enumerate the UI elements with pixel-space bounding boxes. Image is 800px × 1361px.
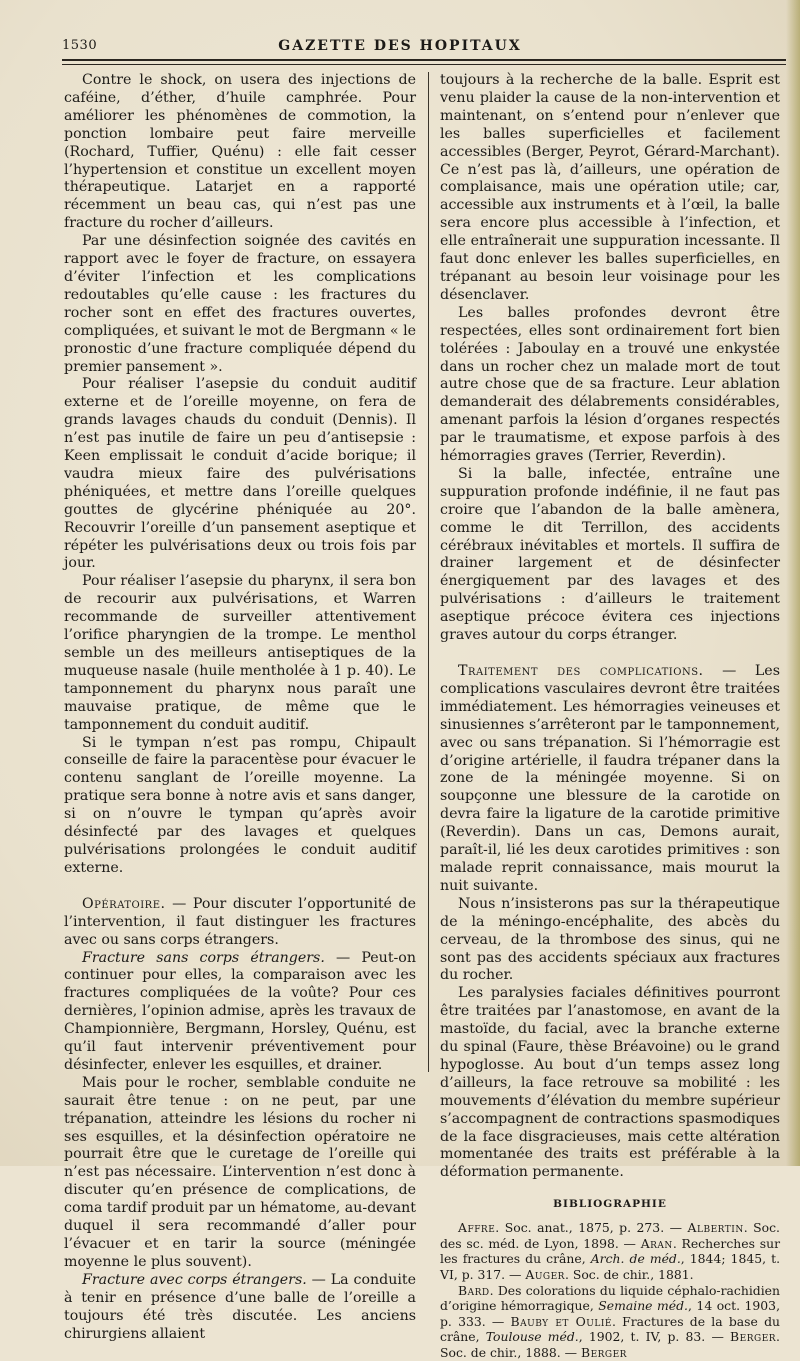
paragraph-text: — Peut-on continuer pour elles, la comparaison avec les fractures compliquées de la voûte? Pour ces dernières, l’opinion admise, après les travaux de Championnière, Bergmann, Horsley, Quénu, est qu’il faut intervenir préventivement pour désinfecter, enlever les esquilles, et drainer. — [64, 949, 416, 1073]
citation-text: . Soc. anat., 1875, p. 273. — — [495, 1220, 688, 1236]
journal-name: Toulouse méd. — [485, 1329, 579, 1345]
author-name: Albertin — [687, 1220, 744, 1236]
subsection-paragraph — [64, 1272, 416, 1344]
paragraph: toujours à la recherche de la balle. Esprit est venu plaider la cause de la non-intervention et maintenant, on s’entend pour n’enlever que les balles superficielles et facilement accessibles (Berger, Peyrot, Gérard-Marchant). Ce n’est pas là, d’ailleurs, une opération de complaisance, mais une opération utile; car, accessible aux instruments et à l’œil, la balle sera encore plus accessible à l’infection, et elle entraînerait une suppuration incessante. Il faut donc enlever les balles superficielles, en trépanant au besoin leur voisinage pour les désenclaver. — [440, 72, 780, 303]
subsection-heading: Fracture sans corps étrangers. — [82, 949, 325, 966]
section-heading: Traitement des complications. — [458, 663, 704, 679]
paragraph-text: — Les complications vasculaires devront être traitées immédiatement. Les hémorragies veineuses et sinusiennes s’arrêteront par le tamponnement, avec ou sans trépanation. Si l’hémorragie est d’origine artérielle, il faudra trépaner dans la zone de la méningée moyenne. Si on soupçonne une blessure de la carotide on devra faire la ligature de la carotide primitive (Reverdin). Dans un cas, Demons aurait, paraît-il, lié les deux carotides primitives : son malade reprit connaissance, mais mourut la nuit suivante. — [440, 663, 780, 894]
header-rule-thin — [62, 64, 786, 65]
bibliography-entry — [440, 1283, 780, 1361]
citation-text: . Des colorations du liquide céphalo-rachidien d’origine hémorragique, — [440, 1282, 780, 1314]
citation-text: . Soc. de chir., 1881. — [564, 1266, 694, 1282]
citation-text: , 1902, t. IV, p. 83. — — [578, 1329, 731, 1345]
page-header — [0, 0, 800, 66]
citation-text: . Fractures de la base du crâne, — [440, 1313, 780, 1345]
author-name: Affre — [458, 1220, 496, 1236]
citation-text: . Soc. de chir., 1888. — — [440, 1329, 780, 1360]
citation-text: , 14 oct. 1903, p. 333. — — [440, 1298, 781, 1329]
paragraph-text: — La conduite à tenir en présence d’une balle de l’oreille a toujours été très discutée. Les anciens chirurgiens allaient — [64, 1271, 416, 1342]
paragraph: Mais pour le rocher, semblable conduite ne saurait être tenue : on ne peut, par une trépanation, atteindre les lésions du rocher ni ses esquilles, et la désinfection opératoire ne pourrait être que le curetage de l’oreille qui n’est pas nécessaire. L’intervention n’est donc à discuter qu’en présence de complications, de coma tardif produit par un hématome, au-devant duquel il sera recommandé d’aller pour l’évacuer et en tarir la source (méningée moyenne le plus souvent). — [64, 1074, 416, 1270]
paragraph: Par une désinfection soignée des cavités en rapport avec le foyer de fracture, on essayera d’éviter l’infection et les complications redoutables qu’elle cause : les fractures du rocher sont en effet des fractures ouvertes, compliquées, et suivant le mot de Bergmann « le pronostic d’une fracture compliquée dépend du premier pansement ». — [64, 233, 416, 375]
citation-text: . Recherches sur les fractures du crâne, — [440, 1235, 780, 1267]
author-name: Berger — [580, 1344, 627, 1360]
page-edge-shadow — [786, 0, 800, 1166]
bibliography — [440, 1220, 780, 1360]
bibliography-entry — [440, 1220, 780, 1282]
author-name: Bauby et Oulié — [510, 1313, 612, 1329]
header-rule — [62, 59, 786, 61]
journal-name: Semaine méd. — [598, 1298, 688, 1314]
section-paragraph — [440, 663, 780, 896]
author-name: Aran — [640, 1235, 673, 1251]
right-column — [440, 72, 780, 1361]
bibliography-title: BIBLIOGRAPHIE — [553, 1198, 667, 1211]
paragraph: Pour réaliser l’asepsie du conduit auditif externe et de l’oreille moyenne, on fera de grands lavages chauds du conduit (Dennis). Il n’est pas inutile de faire un peu d’antisepsie : Keen emplissait le conduit d’acide borique; il vaudra mieux faire des pulvérisations phéniquées, et mettre dans l’oreille quelques gouttes de glycérine phéniquée au 20°. Recouvrir l’oreille d’un pansement aseptique et répéter les pulvérisations deux ou trois fois par jour. — [64, 376, 416, 572]
journal-title: GAZETTE DES HOPITAUX — [278, 38, 522, 54]
paragraph: Contre le shock, on usera des injections de caféine, d’éther, d’huile camphrée. Pour améliorer les phénomènes de commotion, la ponction lombaire peut faire merveille (Rochard, Tuffier, Quénu) : elle fait cesser l’hypertension et constitue un excellent moyen thérapeutique. Latarjet en a rapporté récemment un beau cas, qui n’est pas une fracture du rocher d’ailleurs. — [64, 72, 416, 232]
section-heading: Opératoire. — [82, 895, 166, 912]
citation-text: , 1844; 1845, t. VI, p. 317. — — [440, 1251, 781, 1282]
page-number: 1530 — [62, 38, 98, 53]
author-name: Auger — [525, 1266, 565, 1282]
subsection-heading: Fracture avec corps étrangers. — [82, 1271, 307, 1288]
author-name: Berger — [730, 1329, 777, 1345]
paragraph-text: — Pour discuter l’opportunité de l’intervention, il faut distinguer les fractures avec ou sans corps étrangers. — [64, 895, 416, 948]
paragraph: Les paralysies faciales définitives pourront être traitées par l’anastomose, en avant de la mastoïde, du facial, avec la branche externe du spinal (Faure, thèse Bréavoine) ou le grand hypoglosse. Au bout d’un temps assez long d’ailleurs, la face retrouve sa mobilité : les mouvements d’élévation du membre supérieur s’accompagnent de contractions spasmodiques de la face disgracieuses, mais cette altération momentanée des traits est préférable à la déformation permanente. — [440, 985, 780, 1181]
paragraph: Les balles profondes devront être respectées, elles sont ordinairement fort bien tolérées : Jaboulay en a trouvé une enkystée dans un rocher chez un malade mort de tout autre chose que de sa fracture. Leur ablation demanderait des délabrements considérables, amenant parfois la lésion d’organes respectés par le traumatisme, et expose parfois à des hémorragies graves (Terrier, Reverdin). — [440, 304, 780, 465]
paragraph: Si le tympan n’est pas rompu, Chipault conseille de faire la paracentèse pour évacuer le contenu sanglant de l’oreille moyenne. La pratique sera bonne à notre avis et sans danger, si on n’ouvre le tympan qu’après avoir désinfecté par des lavages et quelques pulvérisations prolongées le conduit auditif externe. — [64, 734, 416, 876]
left-column — [64, 72, 416, 1343]
subsection-paragraph — [64, 950, 416, 1075]
paragraph: Nous n’insisterons pas sur la thérapeutique de la méningo-encéphalite, des abcès du cerveau, de la thrombose des sinus, qui ne sont pas des accidents spéciaux aux fractures du rocher. — [440, 895, 780, 984]
author-name: Bard — [458, 1282, 490, 1298]
paragraph: Si la balle, infectée, entraîne une suppuration profonde indéfinie, il ne faut pas croire que l’abandon de la balle amènera, comme le dit Terrillon, des accidents cérébraux inévitables et mortels. Il suffira de drainer largement et de désinfecter énergiquement par des lavages et des pulvérisations : d’ailleurs le traitement aseptique précoce évitera ces injections graves autour du corps étranger. — [440, 465, 780, 644]
section-paragraph — [64, 896, 416, 950]
paragraph: Pour réaliser l’asepsie du pharynx, il sera bon de recourir aux pulvérisations, et Warren recommande de surveiller attentivement l’orifice pharyngien de la trompe. Le menthol semble un des meilleurs antiseptiques de la muqueuse nasale (huile mentholée à 1 p. 40). Le tamponnement du pharynx nous paraît une mauvaise pratique, de même que le tamponnement du conduit auditif. — [64, 573, 416, 733]
column-divider — [428, 72, 429, 1072]
citation-text: . Soc. des sc. méd. de Lyon, 1898. — — [440, 1220, 780, 1251]
journal-name: Arch. de méd. — [590, 1251, 681, 1267]
